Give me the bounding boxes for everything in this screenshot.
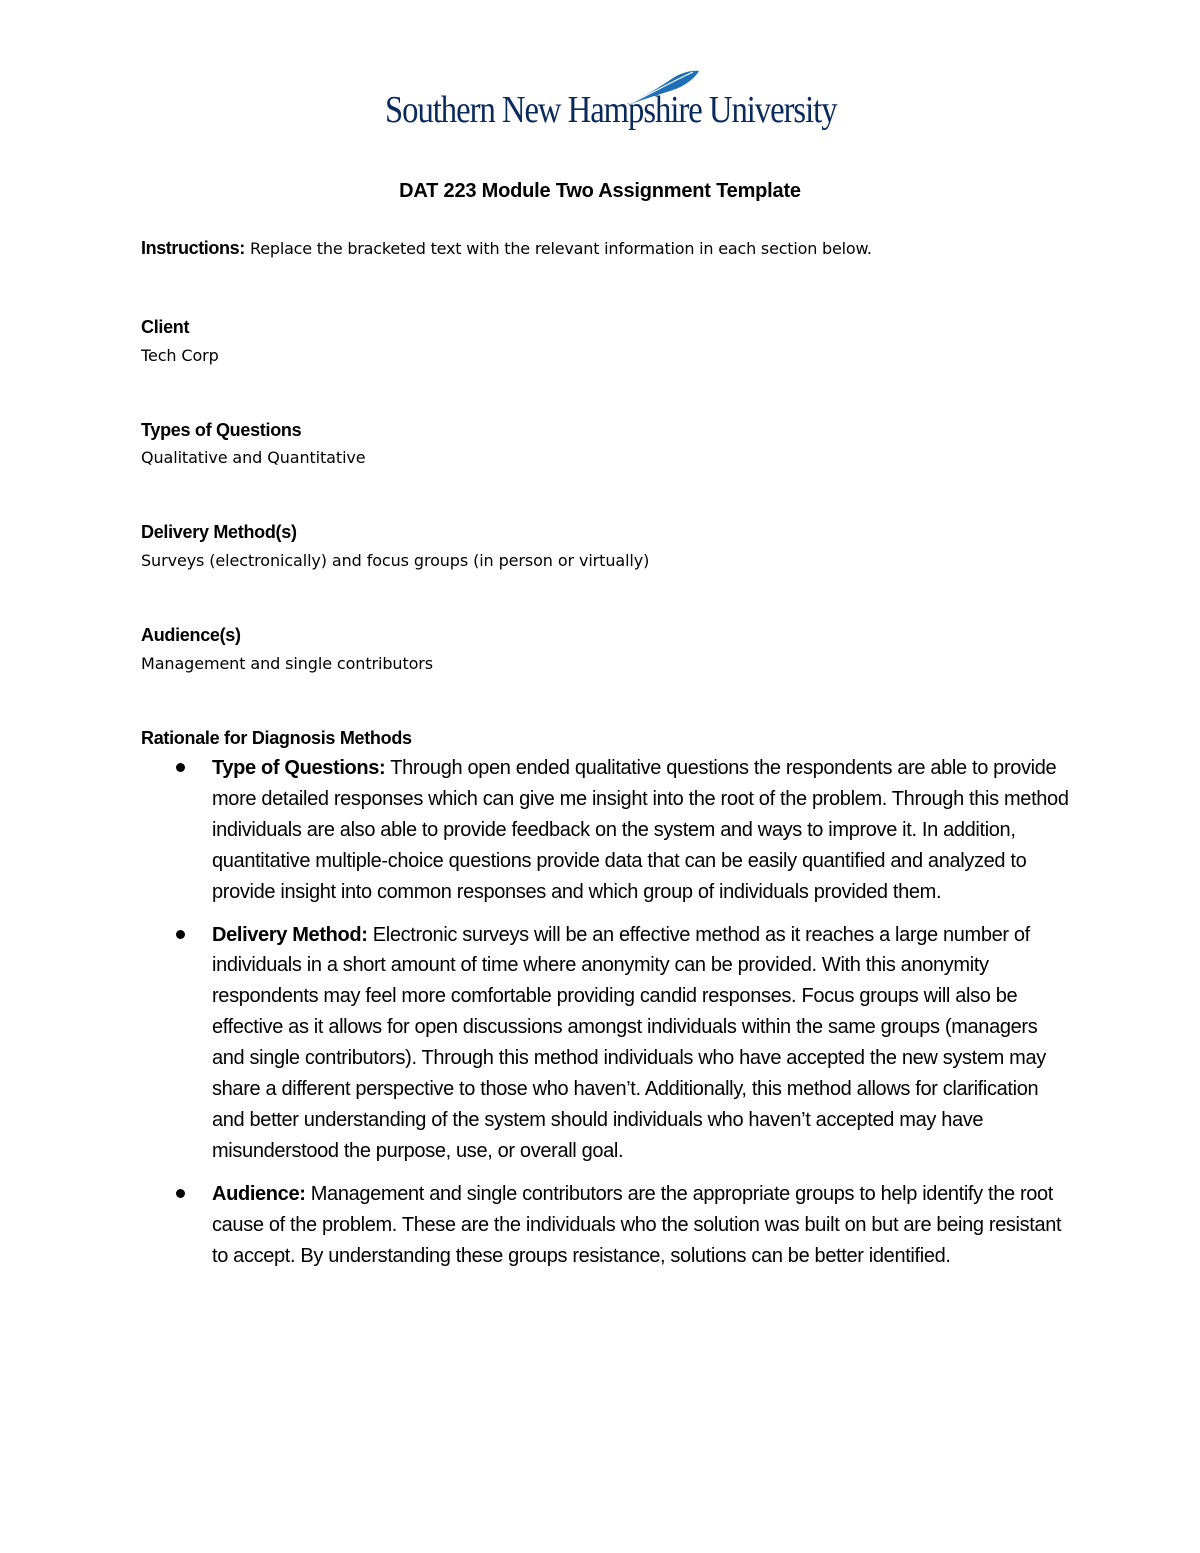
- list-item-label: Delivery Method:: [212, 923, 368, 946]
- bullet-icon: [176, 930, 185, 939]
- audiences-label: Audience(s): [141, 625, 241, 645]
- list-item-text: Electronic surveys will be an effective method as it reaches a large number of individuals in a short amount of time where anonymity can be provided. With this anonymity respondents may feel more comfortable providing candid responses. Focus groups will also be effective as it allows for open discussions amongst individuals within the same groups (managers and single contributors). Through this method individuals who have accepted the new system may share a different perspective to those who haven’t. Additionally, this method allows for clarification and better understanding of the system should individuals who haven’t accepted may have misunderstood the purpose, use, or overall goal.: [212, 923, 1046, 1162]
- document-title: DAT 223 Module Two Assignment Template: [399, 180, 801, 202]
- logo-wordmark: Southern New Hampshire University: [385, 89, 837, 131]
- types-of-questions-label: Types of Questions: [141, 420, 302, 440]
- instructions-label: Instructions:: [141, 238, 245, 258]
- list-item: [141, 753, 1071, 908]
- instructions-text: Replace the bracketed text with the relevant information in each section below.: [250, 239, 872, 258]
- client-label: Client: [141, 317, 190, 337]
- list-item-label: Audience:: [212, 1182, 306, 1205]
- instructions: [141, 238, 872, 259]
- client-value: Tech Corp: [141, 346, 219, 365]
- delivery-methods-label: Delivery Method(s): [141, 522, 297, 542]
- rationale-label: Rationale for Diagnosis Methods: [141, 728, 412, 748]
- university-logo: [385, 68, 837, 138]
- audiences-value: Management and single contributors: [141, 654, 434, 673]
- list-item-label: Type of Questions:: [212, 757, 386, 779]
- types-of-questions-value: Qualitative and Quantitative: [141, 448, 366, 467]
- list-item: [141, 920, 1071, 1167]
- bullet-icon: [176, 1189, 185, 1198]
- rationale-list: [141, 753, 1071, 1284]
- list-item: [141, 1179, 1071, 1272]
- delivery-methods-value: Surveys (electronically) and focus groups (in person or virtually): [141, 551, 650, 570]
- list-item-text: Through open ended qualitative questions the respondents are able to provide more detailed responses which can give me insight into the root of the problem. Through this method individuals are also able to provide feedback on the system and ways to improve it. In addition, quantitative multiple-choice questions provide data that can be easily quantified and analyzed to provide insight into common responses and which group of individuals provided them.: [212, 757, 1069, 903]
- bullet-icon: [176, 763, 185, 772]
- list-item-text: Management and single contributors are the appropriate groups to help identify the root cause of the problem. These are the individuals who the solution was built on but are being resistant to accept. By understanding these groups resistance, solutions can be better identified.: [212, 1182, 1062, 1267]
